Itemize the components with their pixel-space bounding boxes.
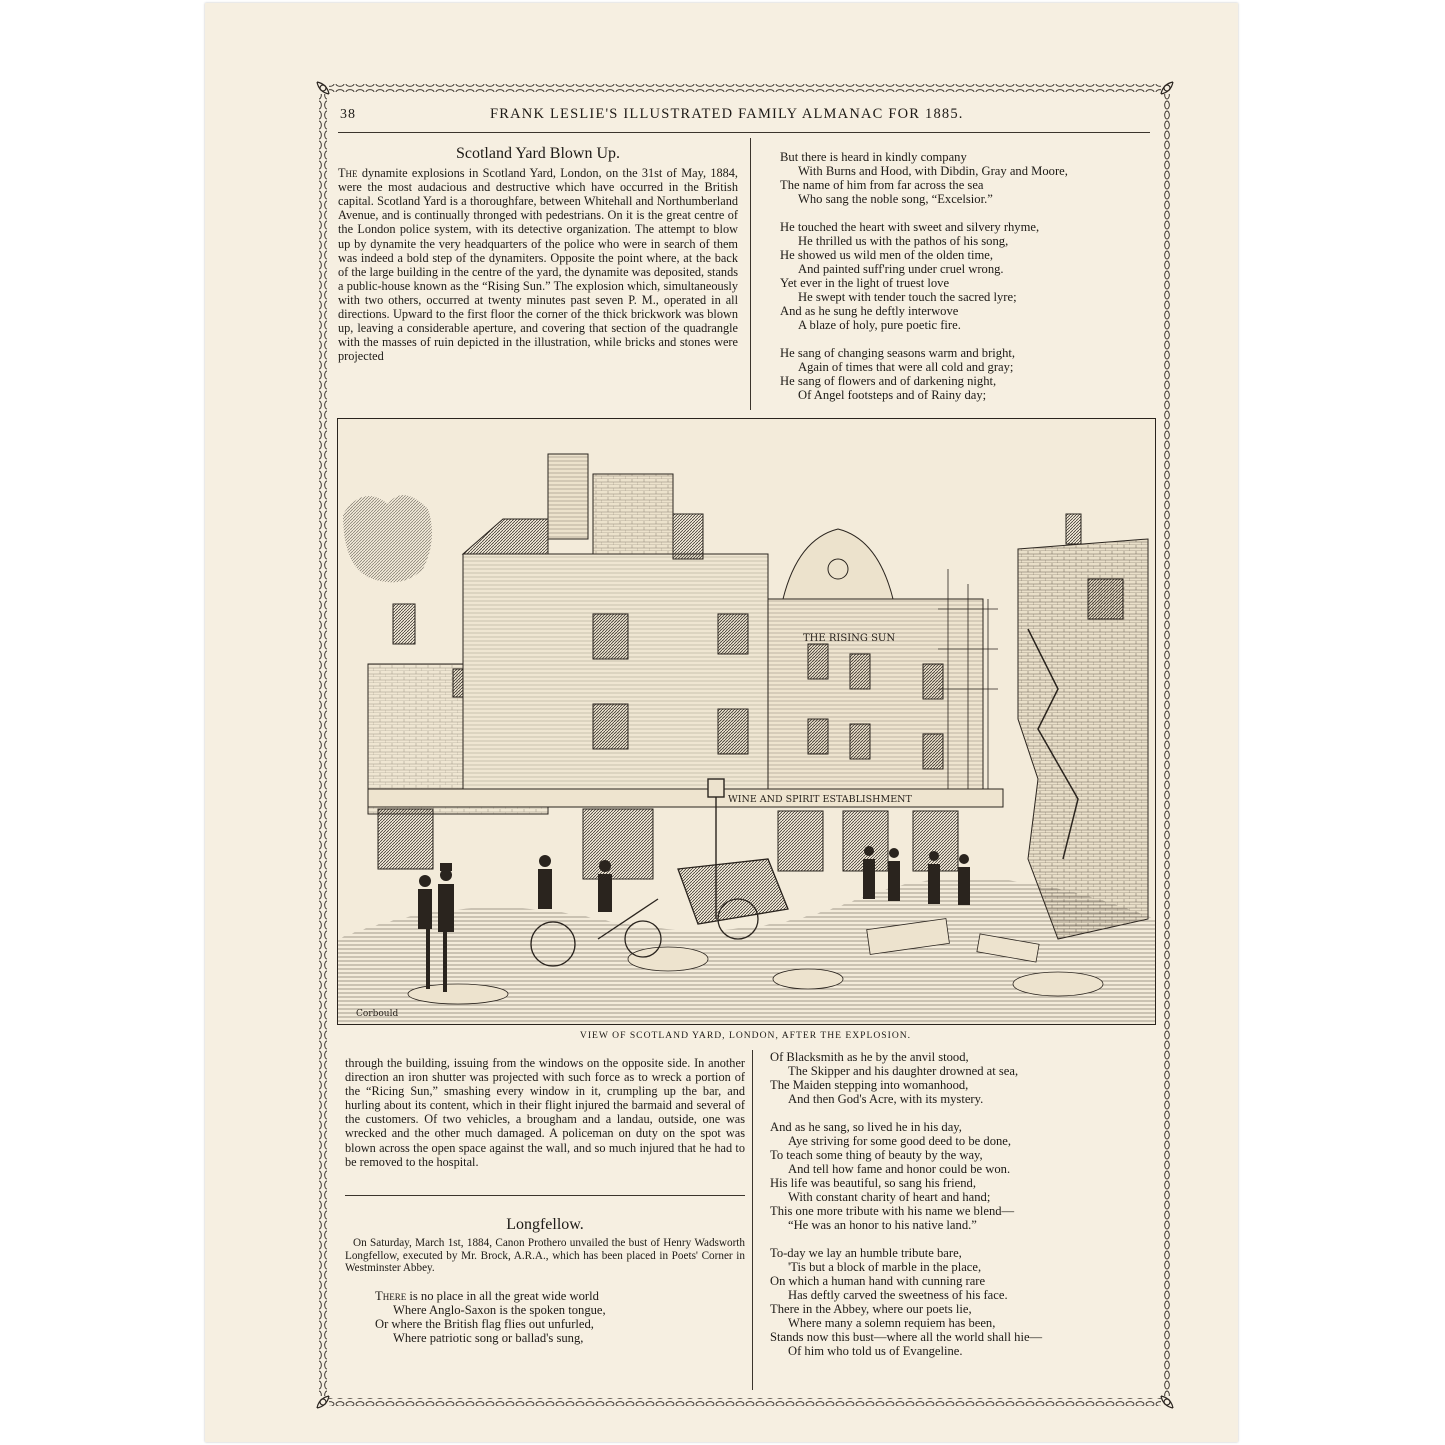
poem-line: Again of times that were all cold and gray; xyxy=(798,360,1014,374)
poem-line: With constant charity of heart and hand; xyxy=(788,1190,991,1204)
poem-line: But there is heard in kindly company xyxy=(780,150,967,164)
article-paragraph xyxy=(338,166,738,363)
poem-line: And as he sung he deftly interwove xyxy=(780,304,959,318)
poem-line: He touched the heart with sweet and silvery rhyme, xyxy=(780,220,1040,234)
poem-line: Of Angel footsteps and of Rainy day; xyxy=(798,388,987,402)
poem-line: And then God's Acre, with its mystery. xyxy=(788,1092,984,1106)
poem-line: Where many a solemn requiem has been, xyxy=(788,1316,996,1330)
stanza xyxy=(770,1246,1155,1358)
article-intro: On Saturday, March 1st, 1884, Canon Prothero unvailed the bust of Henry Wadsworth Longfellow, executed by Mr. Brock, A.R.A., which has been placed in Poets' Corner in Westminster Abbey. xyxy=(345,1237,745,1275)
poem-line: Of Blacksmith as he by the anvil stood, xyxy=(770,1050,969,1064)
poem-top xyxy=(780,150,1150,416)
section-rule xyxy=(345,1195,745,1196)
poem-line: He swept with tender touch the sacred lyre; xyxy=(798,290,1017,304)
artist-signature: Corbould xyxy=(356,1009,399,1019)
poem-line: The Maiden stepping into womanhood, xyxy=(770,1078,969,1092)
engraving-caption: VIEW OF SCOTLAND YARD, LONDON, AFTER THE EXPLOSION. xyxy=(579,1030,912,1041)
poem-line: A blaze of holy, pure poetic fire. xyxy=(798,318,961,332)
poem-line: 'Tis but a block of marble in the place, xyxy=(788,1260,982,1274)
poem-line: He showed us wild men of the olden time, xyxy=(780,248,994,262)
paragraph-text: through the building, issuing from the windows on the opposite side. In another direction an iron shutter was projected with such force as to wreck a portion of the “Ricing Sun,” smashing every window in it, crumpling up the bar, and hurling about its content, which in their flight injured the barmaid and several of the customers. Of two vehicles, a brougham and a landau, outside, one was wrecked and the other much damaged. A policeman on duty on the spot was blown across the open space against the wall, and so much injured that he had to be removed to the hospital. xyxy=(345,1056,745,1169)
stanza xyxy=(780,220,1150,332)
poem-line: Where patriotic song or ballad's sung, xyxy=(393,1330,584,1345)
poem-line: Or where the British flag flies out unfurled, xyxy=(375,1316,594,1331)
article-title: Scotland Yard Blown Up. xyxy=(455,145,620,162)
running-title: FRANK LESLIE'S ILLUSTRATED FAMILY ALMANAC FOR 1885. xyxy=(490,106,964,122)
poem-line: He sang of flowers and of darkening night, xyxy=(780,374,997,388)
scotland-article-bottom xyxy=(345,1056,745,1169)
column-rule xyxy=(752,1050,753,1390)
engraving-drawing xyxy=(338,419,1155,1024)
poem-line: There in the Abbey, where our poets lie, xyxy=(770,1302,972,1316)
paragraph-text: dynamite explosions in Scotland Yard, London, on the 31st of May, 1884, were the most audacious and destructive which have occurred in the British capital. Scotland Yard is a thoroughfare, between Whitehall and Northumberland Avenue, and is continually thronged with pedestrians. On it is the great centre of the London police system, with its detective organization. The attempt to blow up by dynamite the very headquarters of the police who were in search of them was indeed a bold step of the dynamiters. Opposite the point where, at the back of the large building in the centre of the yard, the dynamite was deposited, stands a public-house known as the “Rising Sun.” The explosion which, simultaneously with two others, occurred at twenty minutes past seven P. M., operated in all directions. Upward to the first floor the corner of the thick brickwork was blown up, leaving a considerable aperture, and covering that section of the quadrangle with the masses of ruin depicted in the illustration, while bricks and stones were projected xyxy=(338,166,738,364)
poem-line: He sang of changing seasons warm and bright, xyxy=(780,346,1016,360)
shop-sign: WINE AND SPIRIT ESTABLISHMENT xyxy=(728,794,912,805)
poem-line: Stands now this bust—where all the world shall hie— xyxy=(770,1330,1043,1344)
poem-line: He thrilled us with the pathos of his song, xyxy=(798,234,1009,248)
poem-line-text: is no place in all the great wide world xyxy=(406,1288,599,1303)
stanza xyxy=(345,1289,745,1345)
scotland-article-top xyxy=(338,147,738,363)
poem-line: And tell how fame and honor could be won. xyxy=(788,1162,1011,1176)
drop-word: The xyxy=(338,166,358,181)
page-number: 38 xyxy=(340,107,356,122)
poem-line: To-day we lay an humble tribute bare, xyxy=(770,1246,962,1260)
stanza xyxy=(770,1050,1155,1106)
stanza xyxy=(780,346,1150,402)
longfellow-article xyxy=(345,1218,745,1345)
poem-line: To teach some thing of beauty by the way, xyxy=(770,1148,983,1162)
poem-line: Where Anglo-Saxon is the spoken tongue, xyxy=(393,1302,606,1317)
drop-word: There xyxy=(375,1288,407,1303)
poem-line: Aye striving for some good deed to be done, xyxy=(788,1134,1012,1148)
poem-line xyxy=(375,1289,745,1303)
article-title: Longfellow. xyxy=(506,1216,584,1233)
poem-line: With Burns and Hood, with Dibdin, Gray and Moore, xyxy=(798,164,1068,178)
stanza xyxy=(770,1120,1155,1232)
stanza xyxy=(780,150,1150,206)
poem-line: His life was beautiful, so sang his friend, xyxy=(770,1176,977,1190)
poem-line: And as he sang, so lived he in his day, xyxy=(770,1120,962,1134)
poem-line: “He was an honor to his native land.” xyxy=(788,1218,977,1232)
poem-line: On which a human hand with cunning rare xyxy=(770,1274,986,1288)
inn-sign: THE RISING SUN xyxy=(803,633,896,644)
page-header xyxy=(340,104,1150,128)
poem-line: Who sang the noble song, “Excelsior.” xyxy=(798,192,993,206)
poem-line: This one more tribute with his name we blend— xyxy=(770,1204,1015,1218)
poem-line: The Skipper and his daughter drowned at sea, xyxy=(788,1064,1019,1078)
poem-line: And painted suff'ring under cruel wrong. xyxy=(798,262,1004,276)
poem-line: Yet ever in the light of truest love xyxy=(780,276,950,290)
poem-line: Has deftly carved the sweetness of his face. xyxy=(788,1288,1008,1302)
poem-line: Of him who told us of Evangeline. xyxy=(788,1344,963,1358)
header-rule xyxy=(338,132,1150,133)
poem-line: The name of him from far across the sea xyxy=(780,178,984,192)
poem-bottom xyxy=(770,1050,1155,1372)
scotland-yard-engraving xyxy=(337,418,1156,1025)
column-rule xyxy=(750,138,751,410)
